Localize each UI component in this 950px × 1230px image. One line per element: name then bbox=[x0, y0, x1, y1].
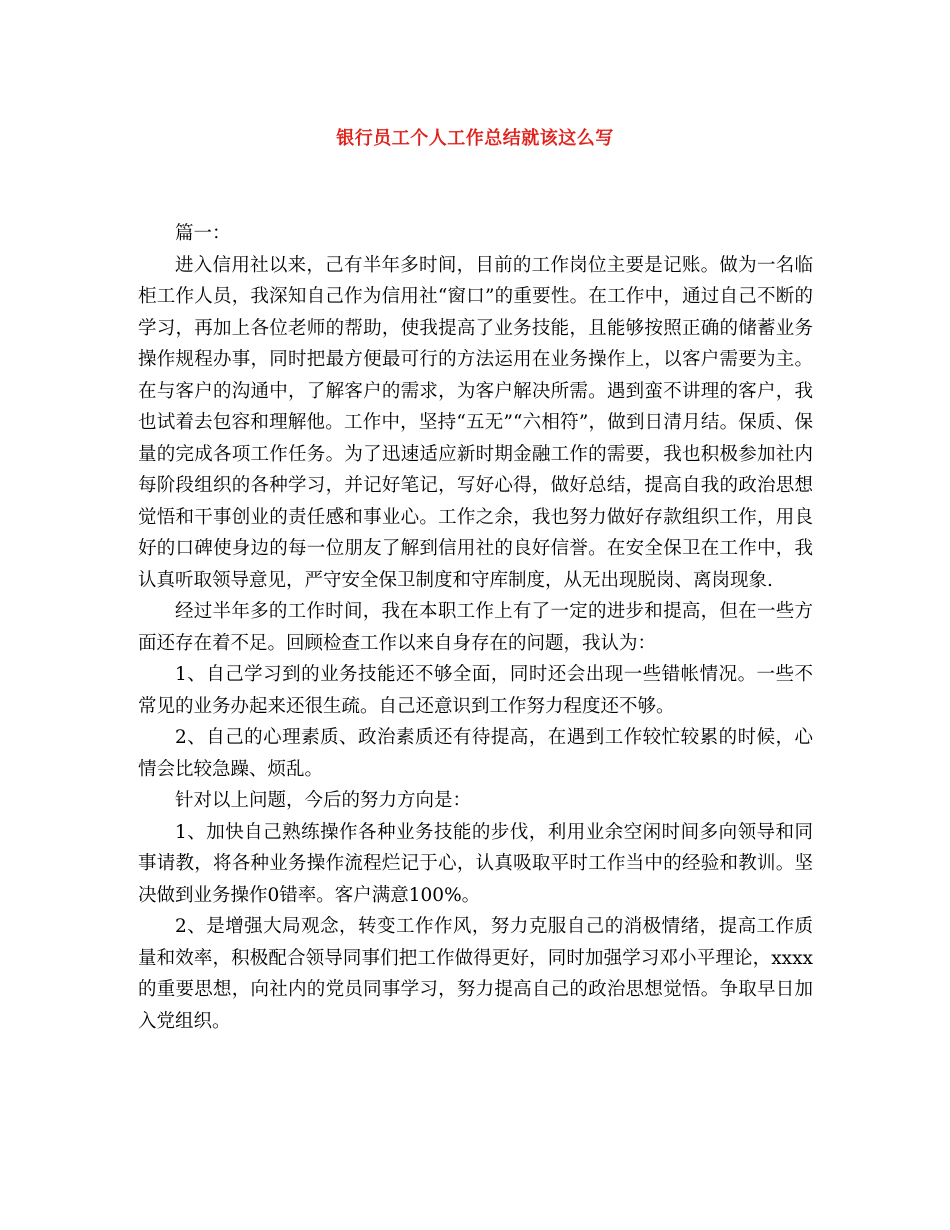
document-body bbox=[138, 218, 813, 1037]
paragraph: 进入信用社以来，己有半年多时间，目前的工作岗位主要是记账。做为一名临柜工作人员，我深知自己作为信用社“窗口”的重要性。在工作中，通过自己不断的学习，再加上各位老师的帮助，使我提高了业务技能，且能够按照正确的储蓄业务操作规程办事，同时把最方便最可行的方法运用在业务操作上，以客户需要为主。在与客户的沟通中，了解客户的需求，为客户解决所需。遇到蛮不讲理的客户，我也试着去包容和理解他。工作中，坚持“五无”“六相符”，做到日清月结。保质、保量的完成各项工作任务。为了迅速适应新时期金融工作的需要，我也积极参加社内每阶段组织的各种学习，并记好笔记，写好心得，做好总结，提高自我的政治思想觉悟和干事创业的责任感和事业心。工作之余，我也努力做好存款组织工作，用良好的口碑使身边的每一位朋友了解到信用社的良好信誉。在安全保卫在工作中，我认真听取领导意见，严守安全保卫制度和守库制度，从无出现脱岗、离岗现象. bbox=[138, 254, 813, 591]
paragraph: 1、加快自己熟练操作各种业务技能的步伐，利用业余空闲时间多向领导和同事请教，将各种业务操作流程烂记于心，认真吸取平时工作当中的经验和教训。坚决做到业务操作0错率。客户满意100%。 bbox=[138, 821, 813, 906]
paragraph: 2、是增强大局观念，转变工作作风，努力克服自己的消极情绪，提高工作质量和效率，积极配合领导同事们把工作做得更好，同时加强学习邓小平理论，xxxx的重要思想，向社内的党员同事学习，努力提高自己的政治思想觉悟。争取早日加入党组织。 bbox=[138, 916, 813, 1032]
paragraph: 1、自己学习到的业务技能还不够全面，同时还会出现一些错帐情况。一些不常见的业务办起来还很生疏。自己还意识到工作努力程度还不够。 bbox=[138, 664, 813, 717]
paragraph: 针对以上问题，今后的努力方向是： bbox=[175, 790, 472, 811]
paragraph: 经过半年多的工作时间，我在本职工作上有了一定的进步和提高，但在一些方面还存在着不足。回顾检查工作以来自身存在的问题，我认为： bbox=[138, 601, 813, 654]
document-title: 银行员工个人工作总结就该这么写 bbox=[336, 128, 614, 149]
paragraph-heading: 篇一： bbox=[175, 223, 231, 244]
paragraph: 2、自己的心理素质、政治素质还有待提高，在遇到工作较忙较累的时候，心情会比较急躁、烦乱。 bbox=[138, 727, 813, 780]
